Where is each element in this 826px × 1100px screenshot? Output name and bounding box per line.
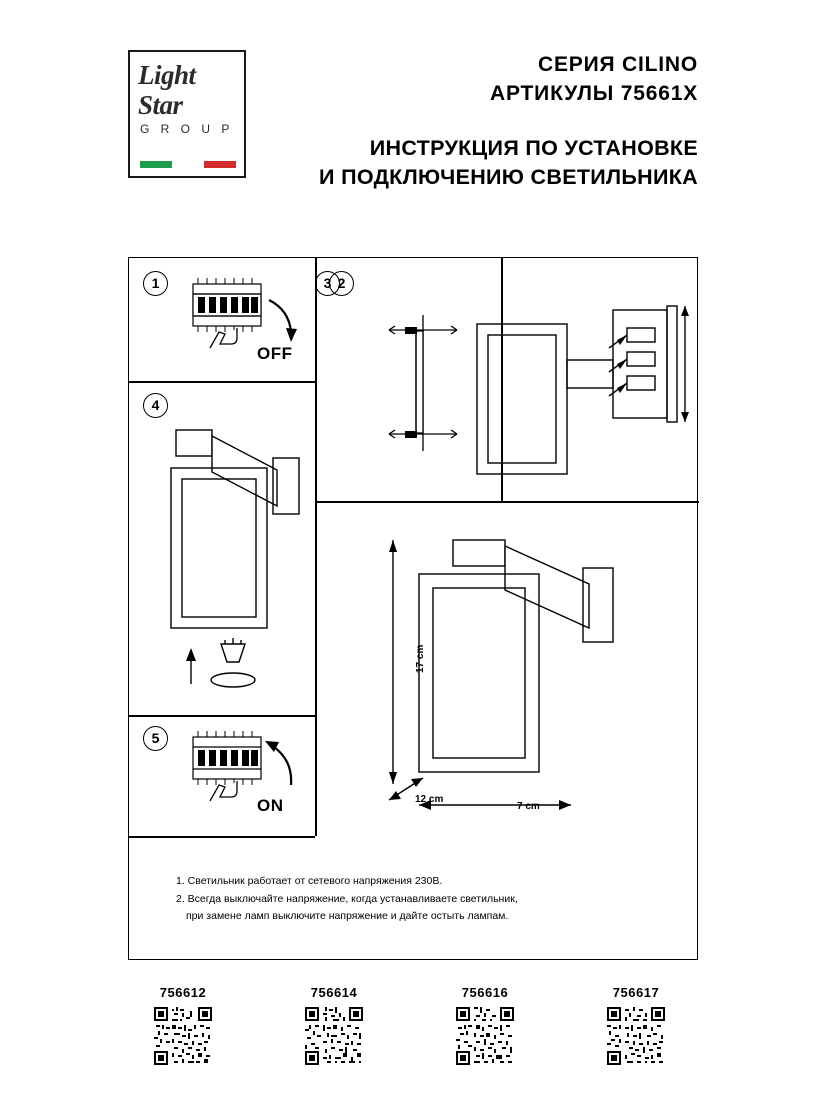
step-5-illustration [179,723,309,828]
divider-h-right [315,501,699,503]
product-codes [128,985,698,1085]
step-1-state-label: OFF [257,344,293,363]
divider-h-step4 [129,715,315,717]
dimension-width-label: 7 cm [517,801,540,812]
dimension-depth-label: 12 cm [415,794,444,805]
step-number-3: 3 [315,271,340,296]
code-label: 756614 [310,985,358,1000]
note-line-2: 2. Всегда выключайте напряжение, когда устанавливаете светильник, [176,892,518,905]
title-block [268,50,698,192]
divider-h-step1 [129,381,315,383]
code-item [430,985,540,1065]
qr-code-icon [607,1007,665,1065]
logo-line-2: Star [138,90,183,120]
code-item [279,985,389,1065]
series-title: СЕРИЯ CILINO [538,53,698,76]
code-item [128,985,238,1065]
dimension-drawing [379,528,689,828]
logo-line-1: Light [138,60,196,90]
brand-logo [128,50,246,178]
divider-h-step5 [129,836,315,838]
document-header [128,50,698,190]
step-number-5: 5 [143,726,168,751]
qr-code-icon [305,1007,363,1065]
italy-flag-icon [140,161,236,168]
instruction-frame [128,257,698,960]
step-number-4: 4 [143,393,168,418]
note-line-3: при замене ламп выключите напряжение и дайте остыть лампам. [186,910,509,922]
code-label: 756612 [159,985,207,1000]
article-title: АРТИКУЛЫ 75661X [490,82,698,105]
step-number-2: 2 [329,271,354,296]
step-3-illustration [459,278,695,493]
qr-code-icon [154,1007,212,1065]
instruction-line-2: И ПОДКЛЮЧЕНИЮ СВЕТИЛЬНИКА [319,165,698,189]
notes-block [176,873,596,926]
note-line-1: 1. Светильник работает от сетевого напряжения 230В. [176,875,443,887]
qr-code-icon [456,1007,514,1065]
instruction-line-1: ИНСТРУКЦИЯ ПО УСТАНОВКЕ [369,136,698,160]
dimension-height-label: 17 cm [415,644,426,673]
logo-group-text: G R O U P [140,122,234,136]
step-4-illustration [151,418,321,708]
code-label: 756616 [461,985,509,1000]
code-item [581,985,691,1065]
step-number-1: 1 [143,271,168,296]
step-5-state-label: ON [257,796,284,815]
code-label: 756617 [612,985,660,1000]
